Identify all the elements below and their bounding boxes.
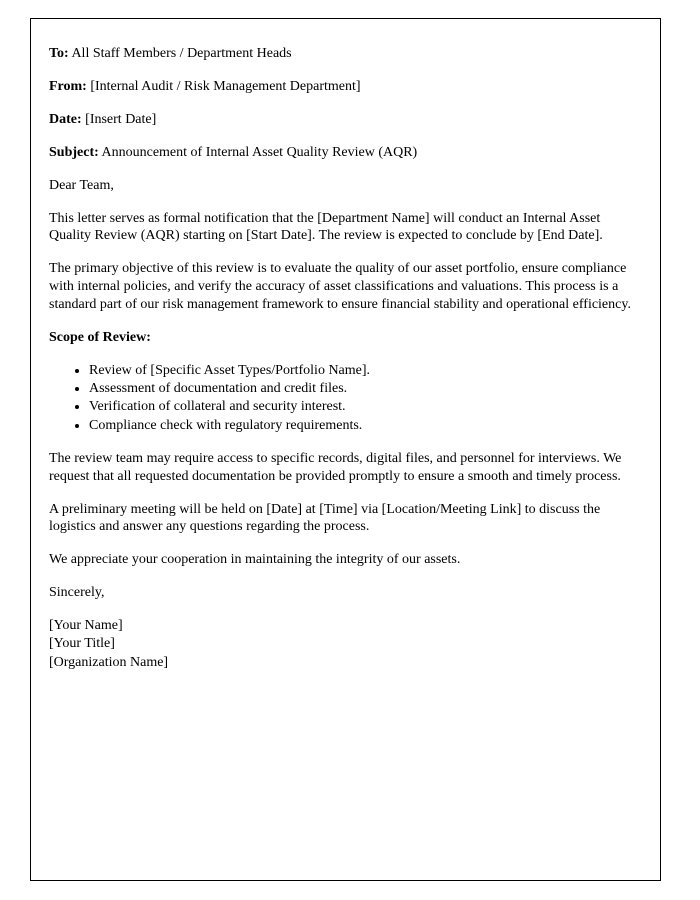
scope-list (49, 362, 642, 435)
signature-org: [Organization Name] (49, 654, 169, 670)
signature-title: [Your Title] (49, 636, 115, 652)
closing: Sincerely, (49, 585, 105, 601)
scope-item: • Review of [Specific Asset Types/Portfolio Name]. (89, 362, 642, 380)
paragraph-appreciation: We appreciate your cooperation in maintaining the integrity of our assets. (49, 552, 461, 568)
scope-item: • Assessment of documentation and credit files. (89, 380, 642, 398)
scope-item: • Verification of collateral and security interest. (89, 398, 642, 416)
field-subject-label: Subject: (49, 144, 99, 160)
letter-document (30, 18, 661, 881)
field-to-value: All Staff Members / Department Heads (68, 46, 292, 61)
scope-item: • Compliance check with regulatory requirements. (89, 417, 642, 435)
field-from-value: [Internal Audit / Risk Management Department] (86, 78, 361, 94)
paragraph-access: The review team may require access to specific records, digital files, and personnel for interviews. We request that all requested documentation be provided promptly to ensure a smooth and timely process. (49, 450, 622, 484)
signature-block (49, 617, 642, 672)
field-to (49, 45, 642, 63)
field-from (49, 78, 642, 96)
paragraph-notification: This letter serves as formal notification that the [Department Name] will conduct an Internal Asset Quality Review (AQR) starting on [Start Date]. The review is expected to conclude by [End Date]. (49, 210, 603, 244)
paragraph-objective: The primary objective of this review is to evaluate the quality of our asset portfolio, ensure compliance with internal policies, and verify the accuracy of asset classifications and valuations. This process is a standard part of our risk management framework to ensure financial stability and operational efficiency. (49, 261, 631, 313)
field-date-label: Date: (49, 111, 82, 127)
field-from-label: From: (49, 78, 87, 94)
field-subject (49, 144, 642, 162)
scope-heading: Scope of Review: (49, 330, 151, 346)
field-subject-value: Announcement of Internal Asset Quality Review (AQR) (98, 144, 418, 160)
field-date-value: [Insert Date] (81, 111, 157, 127)
field-to-label: To: (49, 46, 69, 61)
paragraph-meeting: A preliminary meeting will be held on [Date] at [Time] via [Location/Meeting Link] to discuss the logistics and answer any questions regarding the process. (49, 501, 601, 535)
signature-name: [Your Name] (49, 618, 123, 634)
salutation: Dear Team, (49, 177, 114, 193)
field-date (49, 111, 642, 129)
